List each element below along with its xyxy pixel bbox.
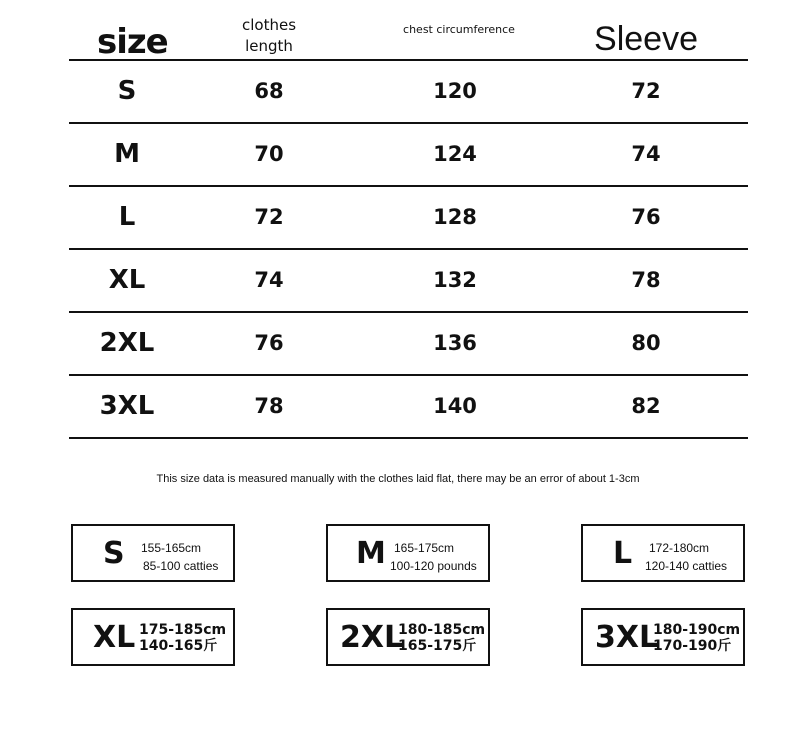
row-size: M (114, 139, 140, 169)
guide-size: 2XL (340, 620, 404, 655)
row-size: L (118, 202, 136, 232)
size-guide-box (581, 524, 745, 582)
guide-weight: 170-190斤 (653, 638, 732, 654)
row-sleeve: 72 (631, 79, 661, 103)
guide-weight: 100-120 pounds (390, 559, 477, 573)
size-guide-box (326, 608, 490, 666)
table-row (69, 250, 748, 313)
row-size: 2XL (99, 328, 155, 358)
header-chest-circumference: chest circumference (403, 23, 515, 36)
guide-height: 172-180cm (649, 541, 710, 555)
row-size: XL (108, 265, 146, 295)
guide-size: XL (93, 620, 136, 655)
header-sleeve: Sleeve (594, 20, 698, 58)
guide-height: 165-175cm (394, 541, 455, 555)
guide-size: L (613, 536, 633, 571)
measurement-note: This size data is measured manually with the clothes laid flat, there may be an error of about 1-3cm (156, 473, 640, 485)
guide-size: 3XL (595, 620, 659, 655)
guide-height: 180-190cm (653, 622, 741, 638)
row-size: 3XL (99, 391, 155, 421)
header-clothes-length: clothes length (241, 16, 297, 55)
header-size: size (97, 22, 168, 62)
row-sleeve: 80 (631, 331, 661, 355)
table-row (69, 61, 748, 124)
table-header (69, 0, 748, 61)
row-length: 74 (254, 268, 284, 292)
row-chest: 124 (433, 142, 477, 166)
guide-weight: 120-140 catties (645, 559, 728, 573)
table-row (69, 376, 748, 439)
row-sleeve: 74 (631, 142, 661, 166)
guide-size: M (356, 536, 386, 571)
size-guide-box (71, 524, 235, 582)
row-length: 68 (254, 79, 284, 103)
row-sleeve: 78 (631, 268, 661, 292)
guide-weight: 165-175斤 (398, 638, 477, 654)
table-row (69, 313, 748, 376)
row-chest: 136 (433, 331, 477, 355)
guide-weight: 85-100 catties (143, 559, 219, 573)
row-chest: 120 (433, 79, 477, 103)
size-guide-box (326, 524, 490, 582)
guide-height: 180-185cm (398, 622, 486, 638)
row-length: 76 (254, 331, 284, 355)
row-sleeve: 82 (631, 394, 661, 418)
size-guide-box (581, 608, 745, 666)
row-length: 70 (254, 142, 284, 166)
row-chest: 132 (433, 268, 477, 292)
row-sleeve: 76 (631, 205, 661, 229)
guide-height: 155-165cm (141, 541, 202, 555)
table-row (69, 187, 748, 250)
row-chest: 128 (433, 205, 477, 229)
size-chart-table (69, 0, 748, 439)
row-length: 72 (254, 205, 284, 229)
guide-height: 175-185cm (139, 622, 227, 638)
guide-weight: 140-165斤 (139, 638, 218, 654)
row-length: 78 (254, 394, 284, 418)
size-guide-box (71, 608, 235, 666)
table-row (69, 124, 748, 187)
row-chest: 140 (433, 394, 477, 418)
row-size: S (117, 76, 137, 106)
guide-size: S (103, 536, 125, 571)
